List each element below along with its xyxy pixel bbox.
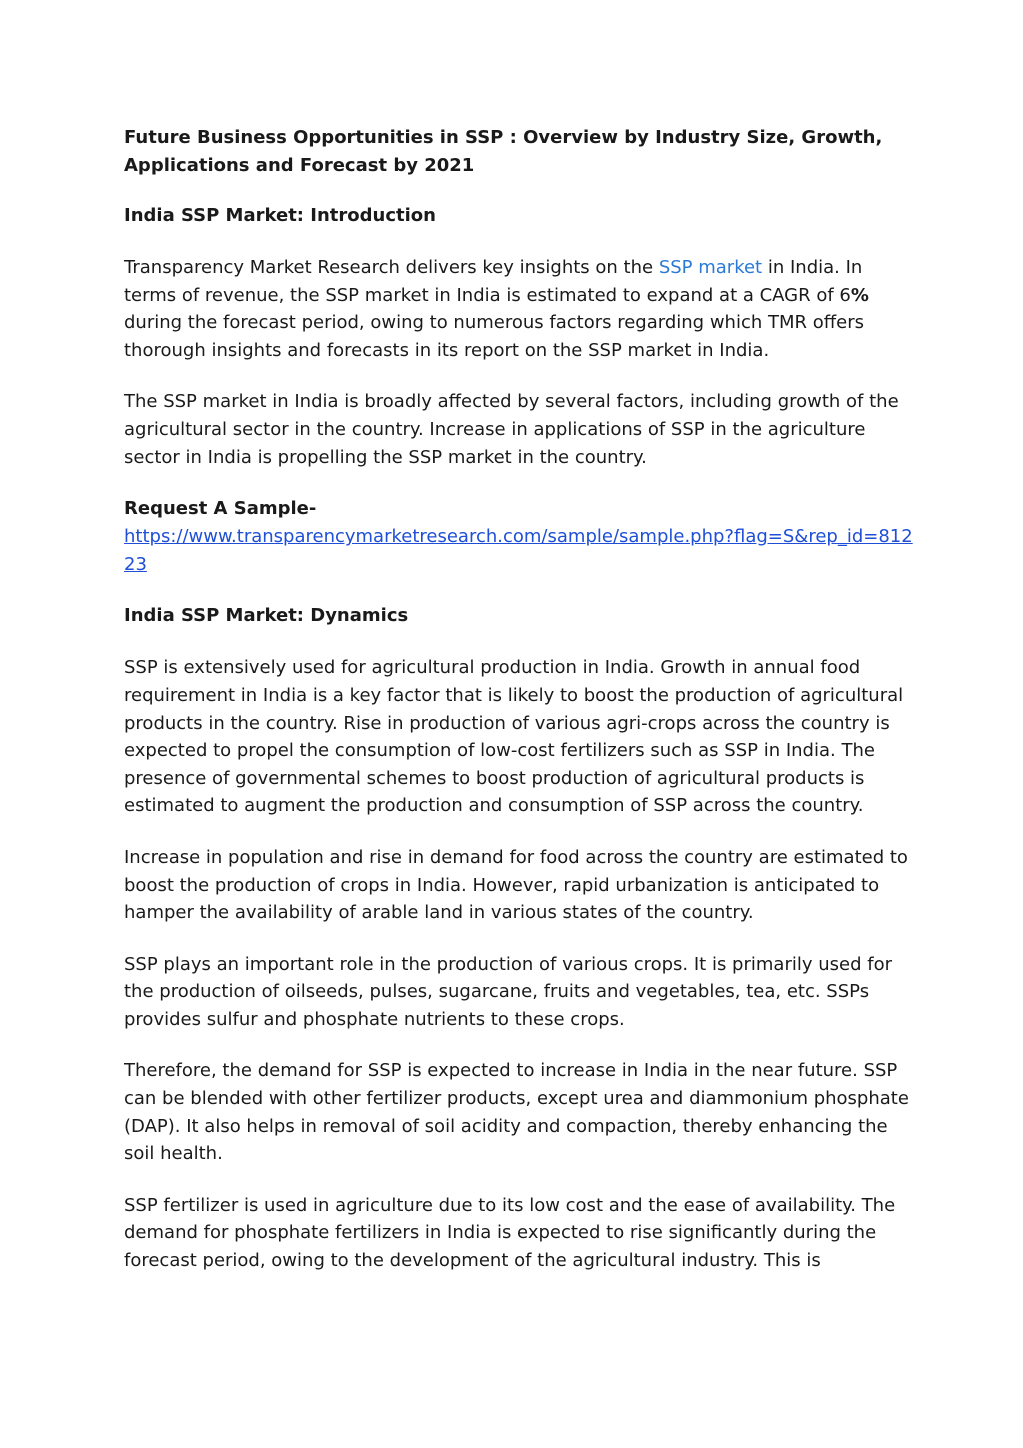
dynamics-paragraph-5: SSP fertilizer is used in agriculture due to its low cost and the ease of availability. The demand for phosphate fertilizers in India is expected to rise significantly during the forecast period, owing to the development of the agricultural industry. This is <box>124 1194 896 1272</box>
request-sample-block <box>124 495 914 578</box>
request-sample-label: Request A Sample- <box>124 498 317 520</box>
intro-p1-text-after: during the forecast period, owing to numerous factors regarding which TMR offers thorough insights and forecasts in its report on the SSP market in India. <box>124 312 864 361</box>
dynamics-heading: India SSP Market: Dynamics <box>124 605 409 627</box>
intro-paragraph-2: The SSP market in India is broadly affected by several factors, including growth of the agricultural sector in the country. Increase in applications of SSP in the agriculture sector in India is propelling the SSP market in the country. <box>124 391 899 468</box>
dynamics-paragraph-4: Therefore, the demand for SSP is expected to increase in India in the near future. SSP can be blended with other fertilizer products, except urea and diammonium phosphate (DAP). It also helps in removal of soil acidity and compaction, thereby enhancing the soil health. <box>124 1060 909 1165</box>
intro-p1-text-before: Transparency Market Research delivers key insights on the <box>124 257 659 278</box>
ssp-market-link[interactable]: SSP market <box>658 257 763 278</box>
intro-paragraph-1 <box>124 254 914 364</box>
intro-p1-text-middle: in India. In terms of revenue, the SSP market in India is estimated to expand at a CAGR of 6 <box>124 257 863 306</box>
intro-heading: India SSP Market: Introduction <box>124 205 436 226</box>
document-title: Future Business Opportunities in SSP : Overview by Industry Size, Growth, Applications and Forecast by 2021 <box>124 127 883 176</box>
dynamics-paragraph-2: Increase in population and rise in demand for food across the country are estimated to boost the production of crops in India. However, rapid urbanization is anticipated to hamper the availability of arable land in various states of the country. <box>124 846 908 924</box>
request-sample-link[interactable]: https://www.transparencymarketresearch.com/sample/sample.php?flag=S&rep_id=81223 <box>124 526 913 575</box>
intro-p1-percent: % <box>850 284 869 306</box>
document-page <box>124 124 914 1299</box>
dynamics-paragraph-3: SSP plays an important role in the production of various crops. It is primarily used for the production of oilseeds, pulses, sugarcane, fruits and vegetables, tea, etc. SSPs provides sulfur and phosphate nutrients to these crops. <box>124 953 892 1030</box>
dynamics-paragraph-1: SSP is extensively used for agricultural production in India. Growth in annual food requirement in India is a key factor that is likely to boost the production of agricultural products in the country. Rise in production of various agri-crops across the country is expected to propel the consumption of low-cost fertilizers such as SSP in India. The presence of governmental schemes to boost production of agricultural products is estimated to augment the production and consumption of SSP across the country. <box>124 657 904 817</box>
